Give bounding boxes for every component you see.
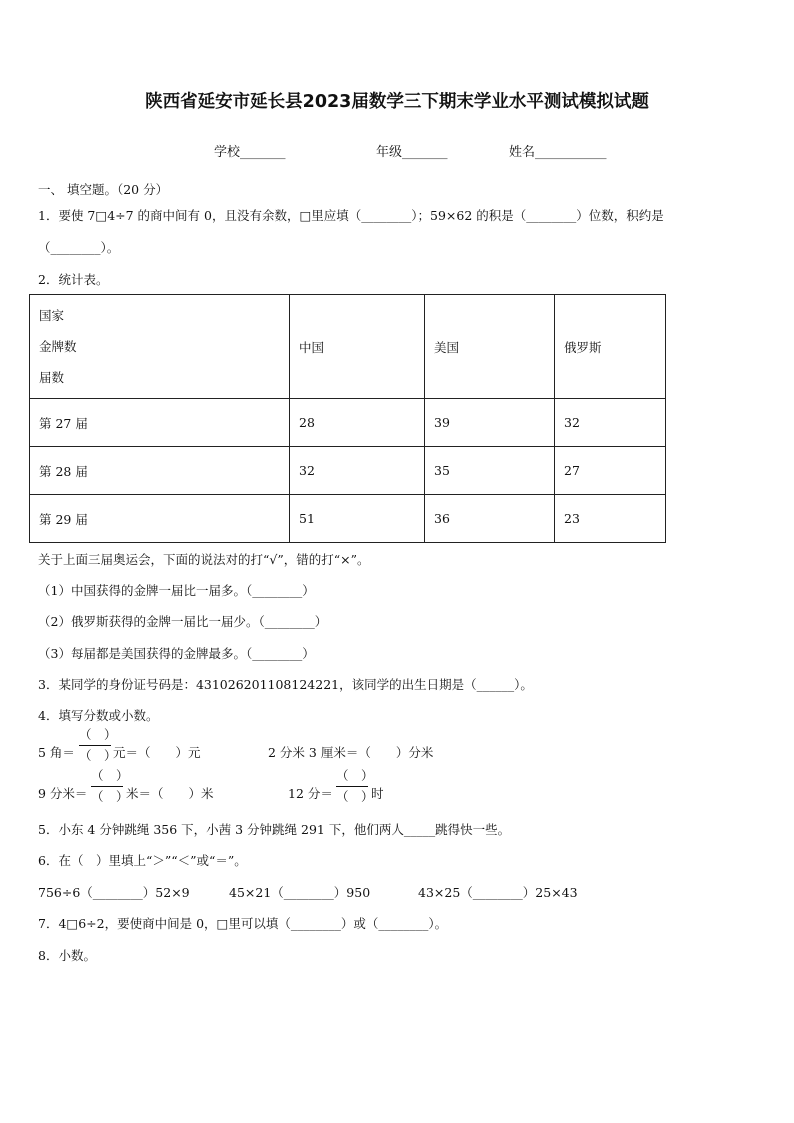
header-usa: 美国 (425, 295, 555, 399)
section-heading: 一、 填空题。（20 分） (38, 182, 169, 197)
numerator-blank: （ ） (91, 768, 129, 783)
fraction-bar (79, 745, 111, 746)
q6-a: 756÷6（________）52×9 (38, 885, 190, 900)
table-cell: 32 (290, 447, 425, 495)
header-russia: 俄罗斯 (555, 295, 666, 399)
q2-item-2: （2）俄罗斯获得的金牌一届比一届少。（________） (38, 614, 328, 629)
table-cell: 28 (290, 399, 425, 447)
corner-label-session: 届数 (39, 370, 65, 385)
table-cell: 32 (555, 399, 666, 447)
q2-item-3: （3）每届都是美国获得的金牌最多。（________） (38, 646, 315, 661)
table-row (30, 495, 666, 543)
medal-table (29, 294, 666, 543)
row-label: 第 27 届 (30, 399, 290, 447)
denominator-blank: （ ） (336, 789, 374, 804)
numerator-blank: （ ） (79, 727, 117, 742)
q4-b: 2 分米 3 厘米＝（ ）分米 (268, 745, 434, 760)
row-label: 第 29 届 (30, 495, 290, 543)
q4-c-prefix: 9 分米＝ (38, 786, 88, 801)
q4-intro: 4．填写分数或小数。 (38, 708, 159, 723)
q2-item-1: （1）中国获得的金牌一届比一届多。（________） (38, 583, 315, 598)
q6-c: 43×25（________）25×43 (418, 885, 578, 900)
corner-label-medals: 金牌数 (39, 339, 77, 354)
table-header-row (30, 295, 666, 399)
fraction-bar (336, 786, 368, 787)
fraction-blank (336, 767, 374, 806)
table-cell: 39 (425, 399, 555, 447)
denominator-blank: （ ） (91, 789, 129, 804)
table-cell: 35 (425, 447, 555, 495)
page-title: 陕西省延安市延长县2023届数学三下期末学业水平测试模拟试题 (145, 92, 649, 112)
q4-d-suffix: 时 (371, 786, 384, 801)
q4-a-suffix: 元＝（ ）元 (113, 745, 201, 760)
fraction-bar (91, 786, 123, 787)
q4-c-suffix: 米＝（ ）米 (126, 786, 214, 801)
table-cell: 36 (425, 495, 555, 543)
school-field: 学校_______ (214, 145, 286, 160)
corner-label-country: 国家 (39, 308, 65, 323)
q2-note: 关于上面三届奥运会，下面的说法对的打“√”，错的打“×”。 (38, 552, 370, 567)
q6-intro: 6．在（ ）里填上“＞”“＜”或“＝”。 (38, 853, 247, 868)
q4-d-prefix: 12 分＝ (288, 786, 333, 801)
table-row (30, 447, 666, 495)
denominator-blank: （ ） (79, 748, 117, 763)
q3-text: 3．某同学的身份证号码是：431026201108124221，该同学的出生日期是（______）。 (38, 677, 533, 692)
table-row (30, 399, 666, 447)
row-label: 第 28 届 (30, 447, 290, 495)
q7-text: 7．4□6÷2，要使商中间是 0，□里可以填（________）或（________）。 (38, 916, 448, 931)
table-cell: 51 (290, 495, 425, 543)
table-cell: 23 (555, 495, 666, 543)
table-cell: 27 (555, 447, 666, 495)
fraction-blank (79, 726, 117, 765)
numerator-blank: （ ） (336, 768, 374, 783)
q4-a-prefix: 5 角＝ (38, 745, 75, 760)
q1-line1: 1．要使 7□4÷7 的商中间有 0，且没有余数，□里应填（________）；59×62 的积是（________）位数，积约是 (38, 208, 664, 223)
grade-field: 年级_______ (376, 145, 448, 160)
name-field: 姓名___________ (509, 145, 607, 160)
q8-text: 8．小数。 (38, 948, 96, 963)
q2-intro: 2．统计表。 (38, 272, 109, 287)
table-corner-cell (30, 295, 290, 399)
q6-b: 45×21（________）950 (229, 885, 371, 900)
fraction-blank (91, 767, 129, 806)
header-china: 中国 (290, 295, 425, 399)
q1-line2: （________）。 (38, 240, 120, 255)
q5-text: 5．小东 4 分钟跳绳 356 下，小茜 3 分钟跳绳 291 下，他们两人_____跳得快一些。 (38, 822, 511, 837)
